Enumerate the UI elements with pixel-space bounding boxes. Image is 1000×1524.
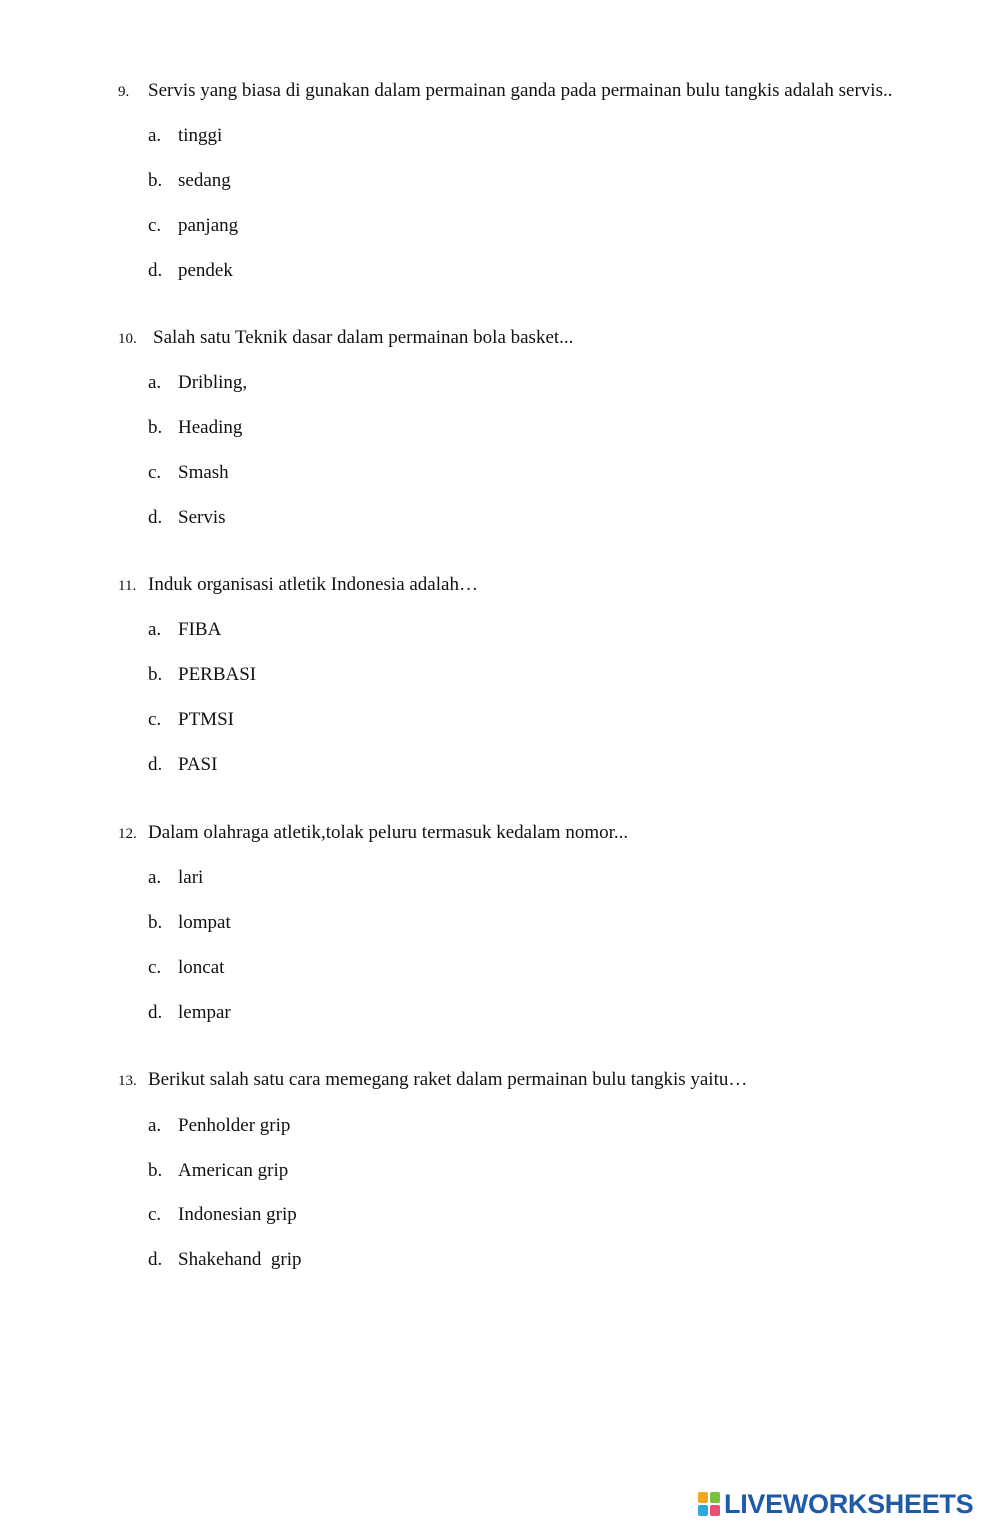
question-number: 12. xyxy=(118,826,137,842)
option-text: lari xyxy=(178,867,204,888)
option-d[interactable] xyxy=(0,754,600,780)
option-c[interactable] xyxy=(0,709,600,735)
option-text: American grip xyxy=(178,1160,289,1181)
option-letter: c. xyxy=(148,709,162,730)
option-d[interactable] xyxy=(0,1002,600,1028)
option-c[interactable] xyxy=(0,1204,600,1230)
question-number: 13. xyxy=(118,1073,137,1089)
option-c[interactable] xyxy=(0,957,600,983)
option-letter: b. xyxy=(148,170,163,191)
option-text: PTMSI xyxy=(178,709,234,730)
option-d[interactable] xyxy=(0,1249,600,1275)
option-a[interactable] xyxy=(0,619,600,645)
option-a[interactable] xyxy=(0,125,600,151)
option-b[interactable] xyxy=(0,417,600,443)
question-text: Dalam olahraga atletik,tolak peluru termasuk kedalam nomor... xyxy=(148,822,629,843)
option-c[interactable] xyxy=(0,462,600,488)
option-b[interactable] xyxy=(0,912,600,938)
option-a[interactable] xyxy=(0,372,600,398)
option-letter: a. xyxy=(148,372,162,393)
option-letter: b. xyxy=(148,664,163,685)
option-letter: c. xyxy=(148,957,162,978)
option-letter: c. xyxy=(148,462,162,483)
option-b[interactable] xyxy=(0,664,600,690)
option-text: Indonesian grip xyxy=(178,1204,297,1225)
option-d[interactable] xyxy=(0,507,600,533)
option-text: tinggi xyxy=(178,125,223,146)
liveworksheets-logo-icon xyxy=(698,1492,720,1516)
option-text: Penholder grip xyxy=(178,1115,291,1136)
option-d[interactable] xyxy=(0,260,600,286)
option-letter: b. xyxy=(148,912,163,933)
option-c[interactable] xyxy=(0,215,600,241)
question-text: Berikut salah satu cara memegang raket dalam permainan bulu tangkis yaitu… xyxy=(148,1069,748,1090)
option-text: PASI xyxy=(178,754,218,775)
option-text: Heading xyxy=(178,417,243,438)
option-letter: a. xyxy=(148,1115,162,1136)
logo-text: LIVEWORKSHEETS xyxy=(724,1489,974,1519)
question-number: 10. xyxy=(118,331,137,347)
option-letter: a. xyxy=(148,125,162,146)
option-text: loncat xyxy=(178,957,225,978)
option-text: Dribling, xyxy=(178,372,248,393)
option-letter: a. xyxy=(148,619,162,640)
option-letter: d. xyxy=(148,507,163,528)
option-letter: c. xyxy=(148,1204,162,1225)
option-text: Smash xyxy=(178,462,229,483)
option-letter: d. xyxy=(148,260,163,281)
option-letter: a. xyxy=(148,867,162,888)
option-a[interactable] xyxy=(0,1115,600,1141)
option-a[interactable] xyxy=(0,867,600,893)
question-number: 9. xyxy=(118,84,130,100)
option-text: FIBA xyxy=(178,619,222,640)
option-text: Shakehand grip xyxy=(178,1249,302,1270)
option-text: pendek xyxy=(178,260,233,281)
option-b[interactable] xyxy=(0,1160,600,1186)
option-letter: c. xyxy=(148,215,162,236)
option-text: lompat xyxy=(178,912,231,933)
option-letter: b. xyxy=(148,1160,163,1181)
option-letter: b. xyxy=(148,417,163,438)
option-text: PERBASI xyxy=(178,664,257,685)
option-text: panjang xyxy=(178,215,239,236)
option-letter: d. xyxy=(148,1002,163,1023)
option-text: Servis xyxy=(178,507,226,528)
question-text: Induk organisasi atletik Indonesia adalah… xyxy=(148,574,478,595)
option-letter: d. xyxy=(148,1249,163,1270)
option-b[interactable] xyxy=(0,170,600,196)
question-number: 11. xyxy=(118,578,137,594)
question-text: Salah satu Teknik dasar dalam permainan bola basket... xyxy=(153,327,574,348)
option-letter: d. xyxy=(148,754,163,775)
question-text: Servis yang biasa di gunakan dalam permainan ganda pada permainan bulu tangkis adalah servis.. xyxy=(148,80,893,101)
liveworksheets-logo xyxy=(698,1490,994,1520)
option-text: lempar xyxy=(178,1002,231,1023)
option-text: sedang xyxy=(178,170,231,191)
